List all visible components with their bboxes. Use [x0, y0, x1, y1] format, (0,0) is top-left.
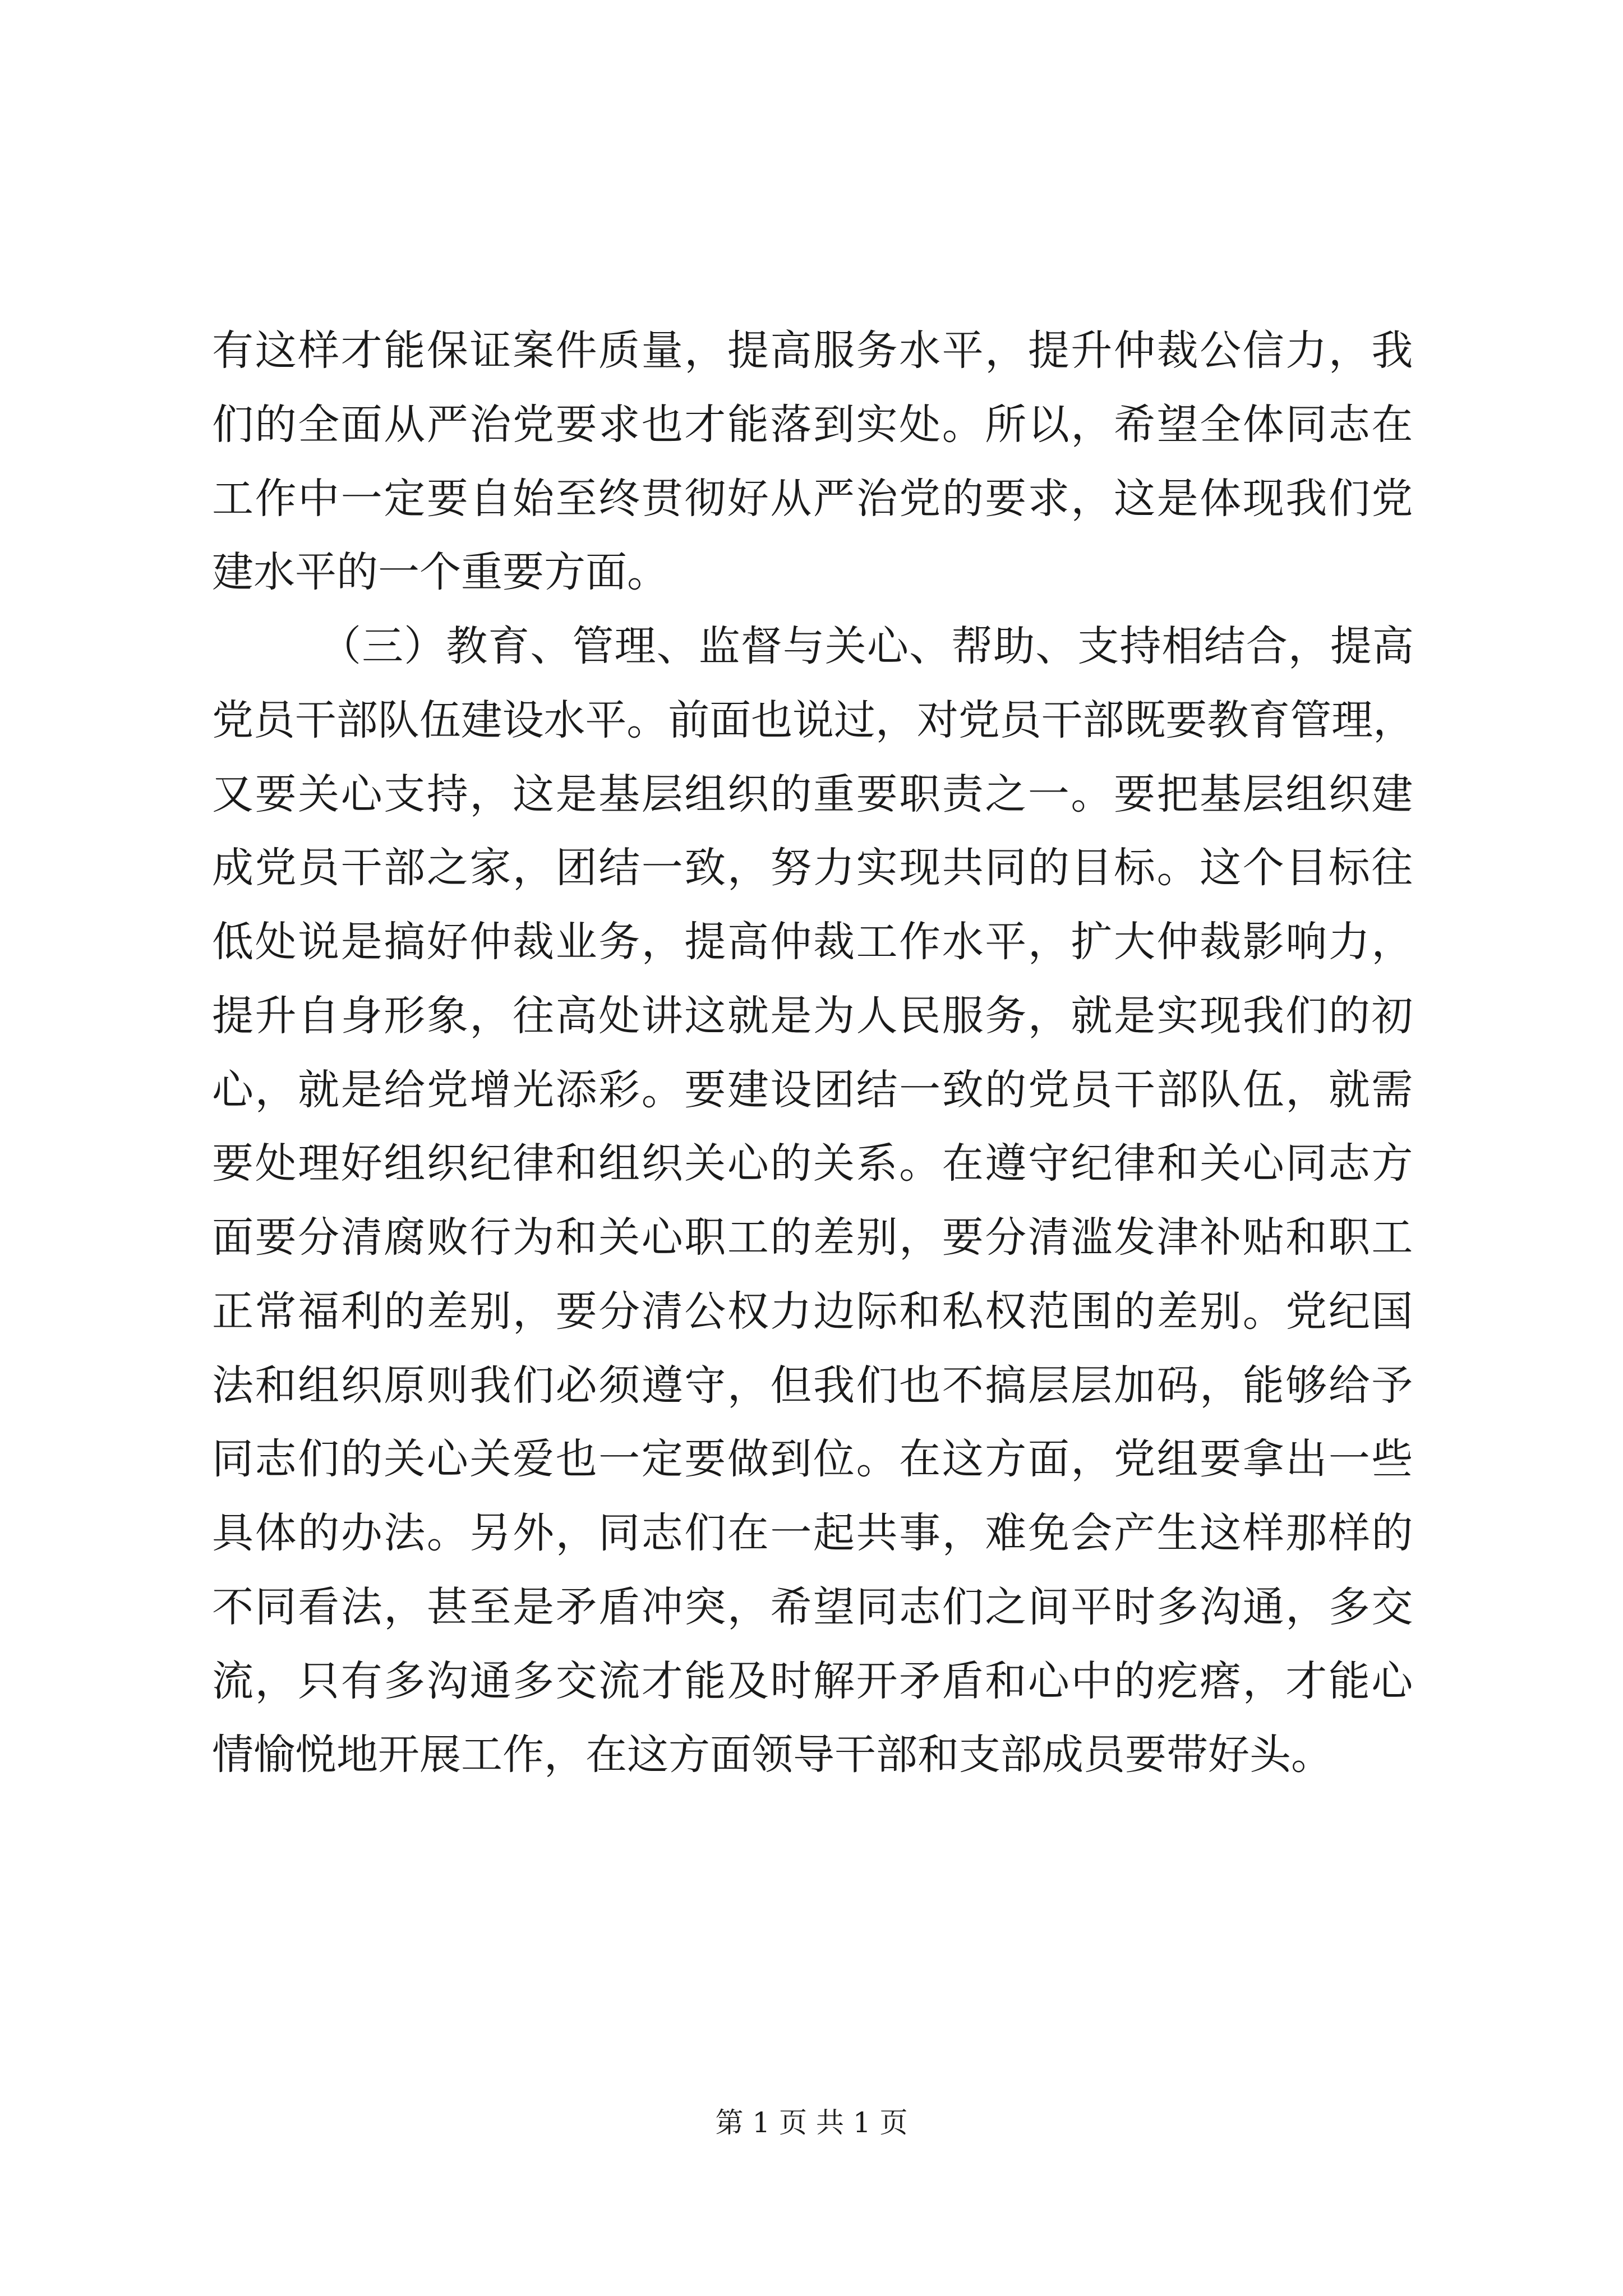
text-line: 同志们的关心关爱也一定要做到位。在这方面，党组要拿出一些 — [212, 1435, 1414, 1483]
text-line: 提升自身形象，往高处讲这就是为人民服务，就是实现我们的初 — [212, 992, 1414, 1040]
text-line: 具体的办法。另外，同志们在一起共事，难免会产生这样那样的 — [212, 1509, 1414, 1557]
text-line: 面要分清腐败行为和关心职工的差别，要分清滥发津补贴和职工 — [212, 1213, 1414, 1262]
text-line: 不同看法，甚至是矛盾冲突，希望同志们之间平时多沟通，多交 — [212, 1583, 1414, 1631]
text-line: 正常福利的差别，要分清公权力边际和私权范围的差别。党纪国 — [212, 1287, 1414, 1336]
text-line: 党员干部队伍建设水平。前面也说过，对党员干部既要教育管理， — [212, 696, 1414, 744]
text-line: （三）教育、管理、监督与关心、帮助、支持相结合，提高 — [320, 622, 1414, 670]
text-line: 法和组织原则我们必须遵守，但我们也不搞层层加码，能够给予 — [212, 1361, 1414, 1410]
text-line: 工作中一定要自始至终贯彻好从严治党的要求，这是体现我们党 — [212, 475, 1414, 523]
text-line: 成党员干部之家，团结一致，努力实现共同的目标。这个目标往 — [212, 844, 1414, 892]
page-footer: 第 1 页 共 1 页 — [715, 2106, 908, 2139]
text-line: 有这样才能保证案件质量，提高服务水平，提升仲裁公信力，我 — [212, 326, 1414, 375]
text-line: 又要关心支持，这是基层组织的重要职责之一。要把基层组织建 — [212, 770, 1414, 818]
text-line: 们的全面从严治党要求也才能落到实处。所以，希望全体同志在 — [212, 401, 1414, 449]
text-line: 要处理好组织纪律和组织关心的关系。在遵守纪律和关心同志方 — [212, 1139, 1414, 1188]
text-line: 流，只有多沟通多交流才能及时解开矛盾和心中的疙瘩，才能心 — [212, 1657, 1414, 1705]
text-line: 低处说是搞好仲裁业务，提高仲裁工作水平，扩大仲裁影响力， — [212, 918, 1414, 966]
text-line: 建水平的一个重要方面。 — [212, 548, 668, 596]
text-line: 情愉悦地开展工作，在这方面领导干部和支部成员要带好头。 — [212, 1731, 1332, 1779]
text-line: 心，就是给党增光添彩。要建设团结一致的党员干部队伍，就需 — [212, 1066, 1414, 1114]
